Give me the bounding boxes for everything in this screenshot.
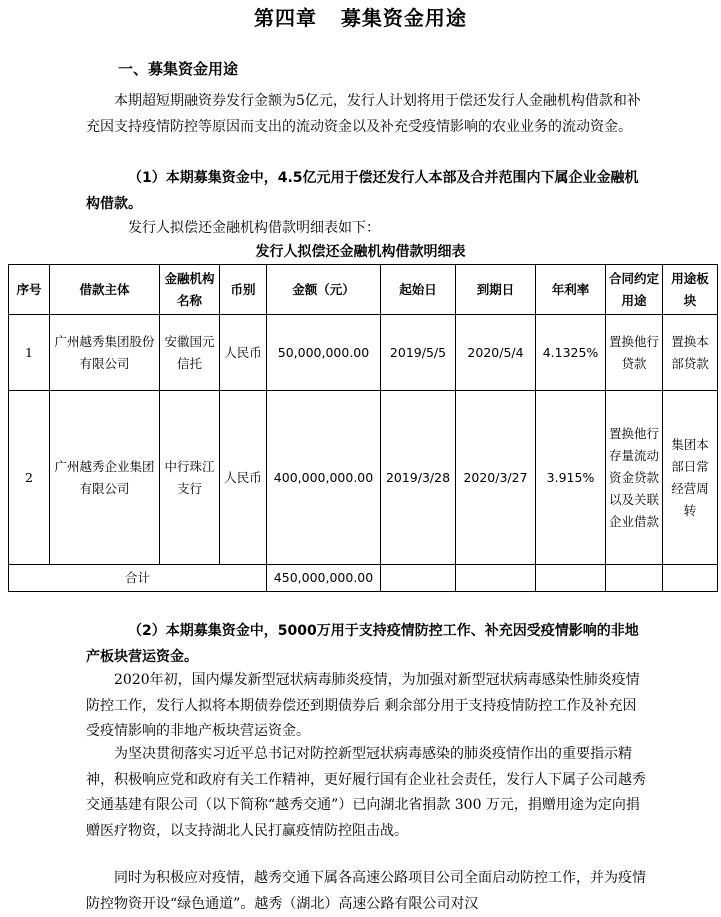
paragraph-epidemic-background: 2020年初，国内爆发新型冠状病毒肺炎疫情，为加强对新型冠状病毒感染性肺炎疫情防控工作，发行人拟将本期债券偿还到期债券后 剩余部分用于支持疫情防控工作及补充因受疫情影响的非地产板块营运资金。 [86, 672, 640, 739]
cell-start-date: 2019/5/5 [381, 315, 456, 391]
section-heading: 一、募集资金用途 [118, 60, 239, 78]
total-empty-cell [663, 565, 718, 592]
header-cell-start-date: 起始日 [381, 265, 456, 315]
cell-index: 1 [9, 315, 50, 391]
chapter-title: 第四章 募集资金用途 [254, 6, 467, 30]
cell-end-date: 2020/5/4 [456, 315, 536, 391]
header-cell-borrower: 借款主体 [50, 265, 160, 315]
header-cell-index: 序号 [9, 265, 50, 315]
table-header-row [9, 265, 718, 315]
total-label: 合计 [9, 565, 267, 592]
cell-end-date: 2020/3/27 [456, 391, 536, 565]
cell-contract-use: 置换他行贷款 [606, 315, 663, 391]
loan-table [8, 264, 718, 592]
cell-use-segment: 集团本部日常经营周转 [663, 391, 718, 565]
total-empty-cell [456, 565, 536, 592]
intro-paragraph: 本期超短期融资券发行金额为5亿元，发行人计划将用于偿还发行人金融机构借款和补充因支持疫情防控等原因而支出的流动资金以及补充受疫情影响的农业业务的流动资金。 [86, 93, 641, 135]
header-cell-rate: 年利率 [536, 265, 606, 315]
table-row [9, 391, 718, 565]
item2-heading: （2）本期募集资金中，5000万用于支持疫情防控工作、补充因受疫情影响的非地产板块营运资金。 [86, 623, 639, 665]
table-row [9, 315, 718, 391]
total-empty-cell [536, 565, 606, 592]
cell-start-date: 2019/3/28 [381, 391, 456, 565]
cell-amount: 400,000,000.00 [267, 391, 381, 565]
cell-institution: 中行珠江支行 [160, 391, 220, 565]
total-empty-cell [381, 565, 456, 592]
cell-borrower: 广州越秀集团股份有限公司 [50, 315, 160, 391]
cell-currency: 人民币 [220, 315, 267, 391]
cell-rate: 3.915% [536, 391, 606, 565]
item1-heading: （1）本期募集资金中，4.5亿元用于偿还发行人本部及合并范围内下属企业金融机构借款。 [86, 170, 639, 212]
table-intro: 发行人拟偿还金融机构借款明细表如下： [128, 220, 380, 236]
cell-rate: 4.1325% [536, 315, 606, 391]
paragraph-highway-measures: 同时为积极应对疫情，越秀交通下属各高速公路项目公司全面启动防控工作，并为疫情防控物资开设“绿色通道”。越秀（湖北）高速公路有限公司对汉 [86, 870, 646, 912]
cell-use-segment: 置换本部贷款 [663, 315, 718, 391]
cell-currency: 人民币 [220, 391, 267, 565]
total-empty-cell [606, 565, 663, 592]
table-total-row [9, 565, 718, 592]
header-cell-institution: 金融机构名称 [160, 265, 220, 315]
cell-contract-use: 置换他行存量流动资金贷款以及关联企业借款 [606, 391, 663, 565]
header-cell-contract-use: 合同约定用途 [606, 265, 663, 315]
cell-institution: 安徽国元信托 [160, 315, 220, 391]
cell-amount: 50,000,000.00 [267, 315, 381, 391]
total-amount: 450,000,000.00 [267, 565, 381, 592]
header-cell-amount: 金额（元） [267, 265, 381, 315]
paragraph-donation: 为坚决贯彻落实习近平总书记对防控新型冠状病毒感染的肺炎疫情作出的重要指示精神，积极响应党和政府有关工作精神，更好履行国有企业社会责任，发行人下属子公司越秀交通基建有限公司（以下简称“越秀交通”）已向湖北省捐款 300 万元，捐赠用途为定向捐赠医疗物资，以支持湖北人民打赢疫情防控阻击战。 [86, 746, 646, 839]
cell-borrower: 广州越秀企业集团有限公司 [50, 391, 160, 565]
table-title: 发行人拟偿还金融机构借款明细表 [255, 244, 466, 260]
cell-index: 2 [9, 391, 50, 565]
header-cell-end-date: 到期日 [456, 265, 536, 315]
header-cell-use-segment: 用途板块 [663, 265, 718, 315]
header-cell-currency: 币别 [220, 265, 267, 315]
